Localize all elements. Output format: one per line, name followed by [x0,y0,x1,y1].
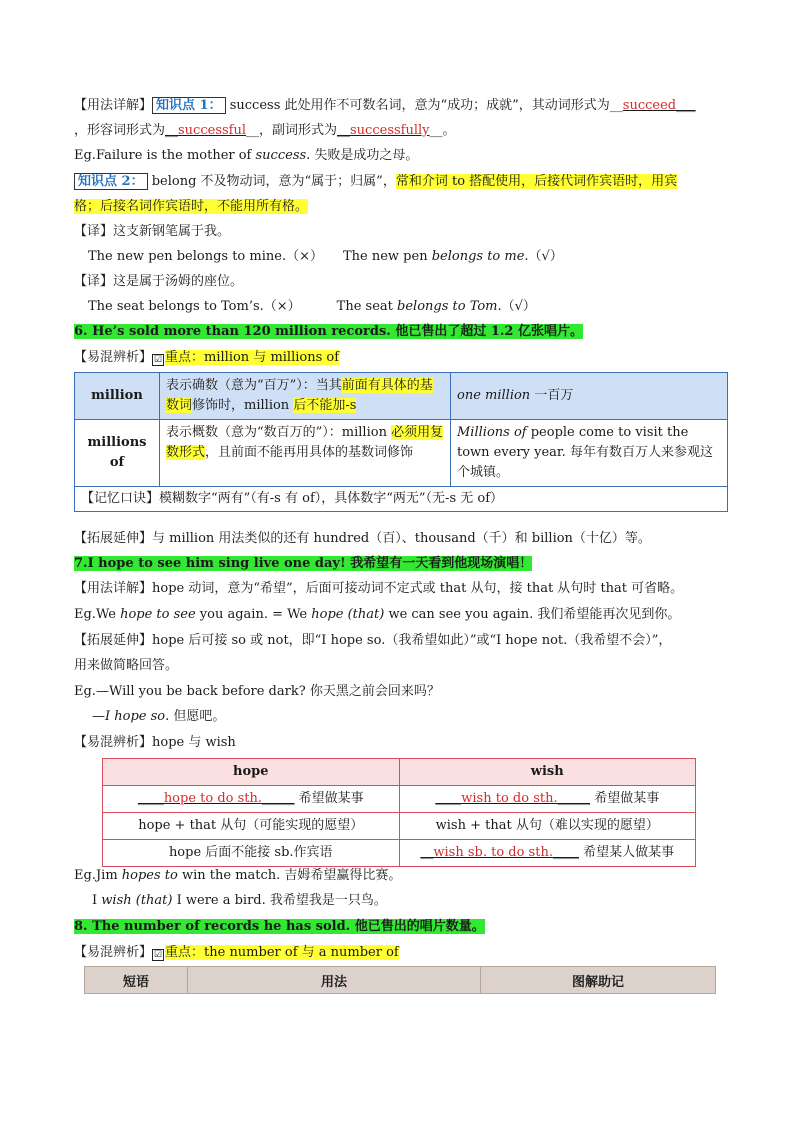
knowledge-point-1-tag: 知识点 1： [152,97,226,114]
table-row: hope 后面不能接 sb.作宾语 __wish sb. to do sth.____ 希望某人做某事 [103,840,696,867]
example-hope-so-answer: —I hope so. 但愿吧。 [92,709,226,724]
hope-wish-table [102,758,696,867]
example-failure: Eg.Failure is the mother of success. 失败是成功之母。 [74,148,419,163]
checkbox-icon: ☑ [153,355,163,365]
example-back-before-dark: Eg.—Will you be back before dark? 你天黑之前会回来吗？ [74,684,440,699]
answer-successful: successful [178,123,246,138]
answer-succeed: succeed [622,98,677,113]
million-comparison-table [74,372,728,512]
confusion-million: 【易混辨析】 ☑ 重点：million 与 millions of [74,350,340,365]
confusion-number-of: 【易混辨析】 ☑ 重点：the number of 与 a number of [74,945,399,960]
memory-tip-row: 【记忆口诀】模糊数字“两有”（有-s 有 of），具体数字“两无”（无-s 无 of） [75,487,728,512]
answer-successfully: successfully [350,123,430,138]
translate-prompt-pen: 【译】这支新钢笔属于我。 [74,224,231,239]
example-wish-bird: I wish (that) I were a bird. 我希望我是一只鸟。 [92,893,387,908]
translate-prompt-seat: 【译】这是属于汤姆的座位。 [74,274,244,289]
example-seat: The seat belongs to Tom’s.（×） The seat belongs to Tom.（√） [88,299,536,314]
table-row: hope wish [103,759,696,786]
example-jim-hopes: Eg.Jim hopes to win the match. 吉姆希望赢得比赛。 [74,868,402,883]
sentence-7-heading: 7.I hope to see him sing live one day! 我希望有一天看到他现场演唱！ [74,556,533,571]
sentence-6-heading: 6. He’s sold more than 120 million records. 他已售出了超过 1.2 亿张唱片。 [74,324,583,339]
number-of-table-header [84,966,716,994]
extension-million: 【拓展延伸】与 million 用法类似的还有 hundred（百）、thousand（千）和 billion（十亿）等。 [74,531,651,546]
table-row: 短语 用法 图解助记 [85,967,716,994]
extension-hope-so-cont: 用来做简略回答。 [74,658,179,673]
line-belong-usage: 知识点 2： belong 不及物动词，意为“属于；归属”，常和介词 to 搭配使用，后接代词作宾语时，用宾 [74,172,677,192]
table-row: million 表示确数（意为“百万”）：当其前面有具体的基数词修饰时，million 后不能加-s one million 一百万 [75,373,728,420]
line-hope-usage: 【用法详解】hope 动词，意为“希望”，后面可接动词不定式或 that 从句，接 that 从句时 that 可省略。 [74,581,684,596]
example-hope-see: Eg.We hope to see you again. = We hope (that) we can see you again. 我们希望能再次见到你。 [74,607,681,622]
example-pen: The new pen belongs to mine.（×） The new pen belongs to me.（√） [88,249,563,264]
table-row: millions of 表示概数（意为“数百万的”）：million 必须用复数形式，且前面不能再用具体的基数词修饰 Millions of people come to visit the town every year. 每年有数百万人来参观这个城镇。 [75,420,728,487]
table-row: hope + that 从句（可能实现的愿望） wish + that 从句（难以实现的愿望） [103,813,696,840]
checkbox-icon: ☑ [153,950,163,960]
confusion-hope-wish: 【易混辨析】hope 与 wish [74,735,236,750]
line-success-usage: 【用法详解】 知识点 1： success 此处用作不可数名词，意为“成功；成就”，其动词形式为__succeed___ [74,98,696,113]
sentence-8-heading: 8. The number of records he has sold. 他已售出的唱片数量。 [74,919,485,934]
extension-hope-so: 【拓展延伸】hope 后可接 so 或 not，即“I hope so.（我希望如此）”或“I hope not.（我希望不会）”， [74,633,672,648]
table-row: ____hope to do sth._____ 希望做某事 ____wish to do sth._____ 希望做某事 [103,786,696,813]
line-belong-usage-cont: 格；后接名词作宾语时，不能用所有格。 [74,199,309,214]
knowledge-point-2-tag: 知识点 2： [74,173,148,190]
line-success-forms: ，形容词形式为__successful__，副词形式为__successfully__。 [74,123,456,138]
